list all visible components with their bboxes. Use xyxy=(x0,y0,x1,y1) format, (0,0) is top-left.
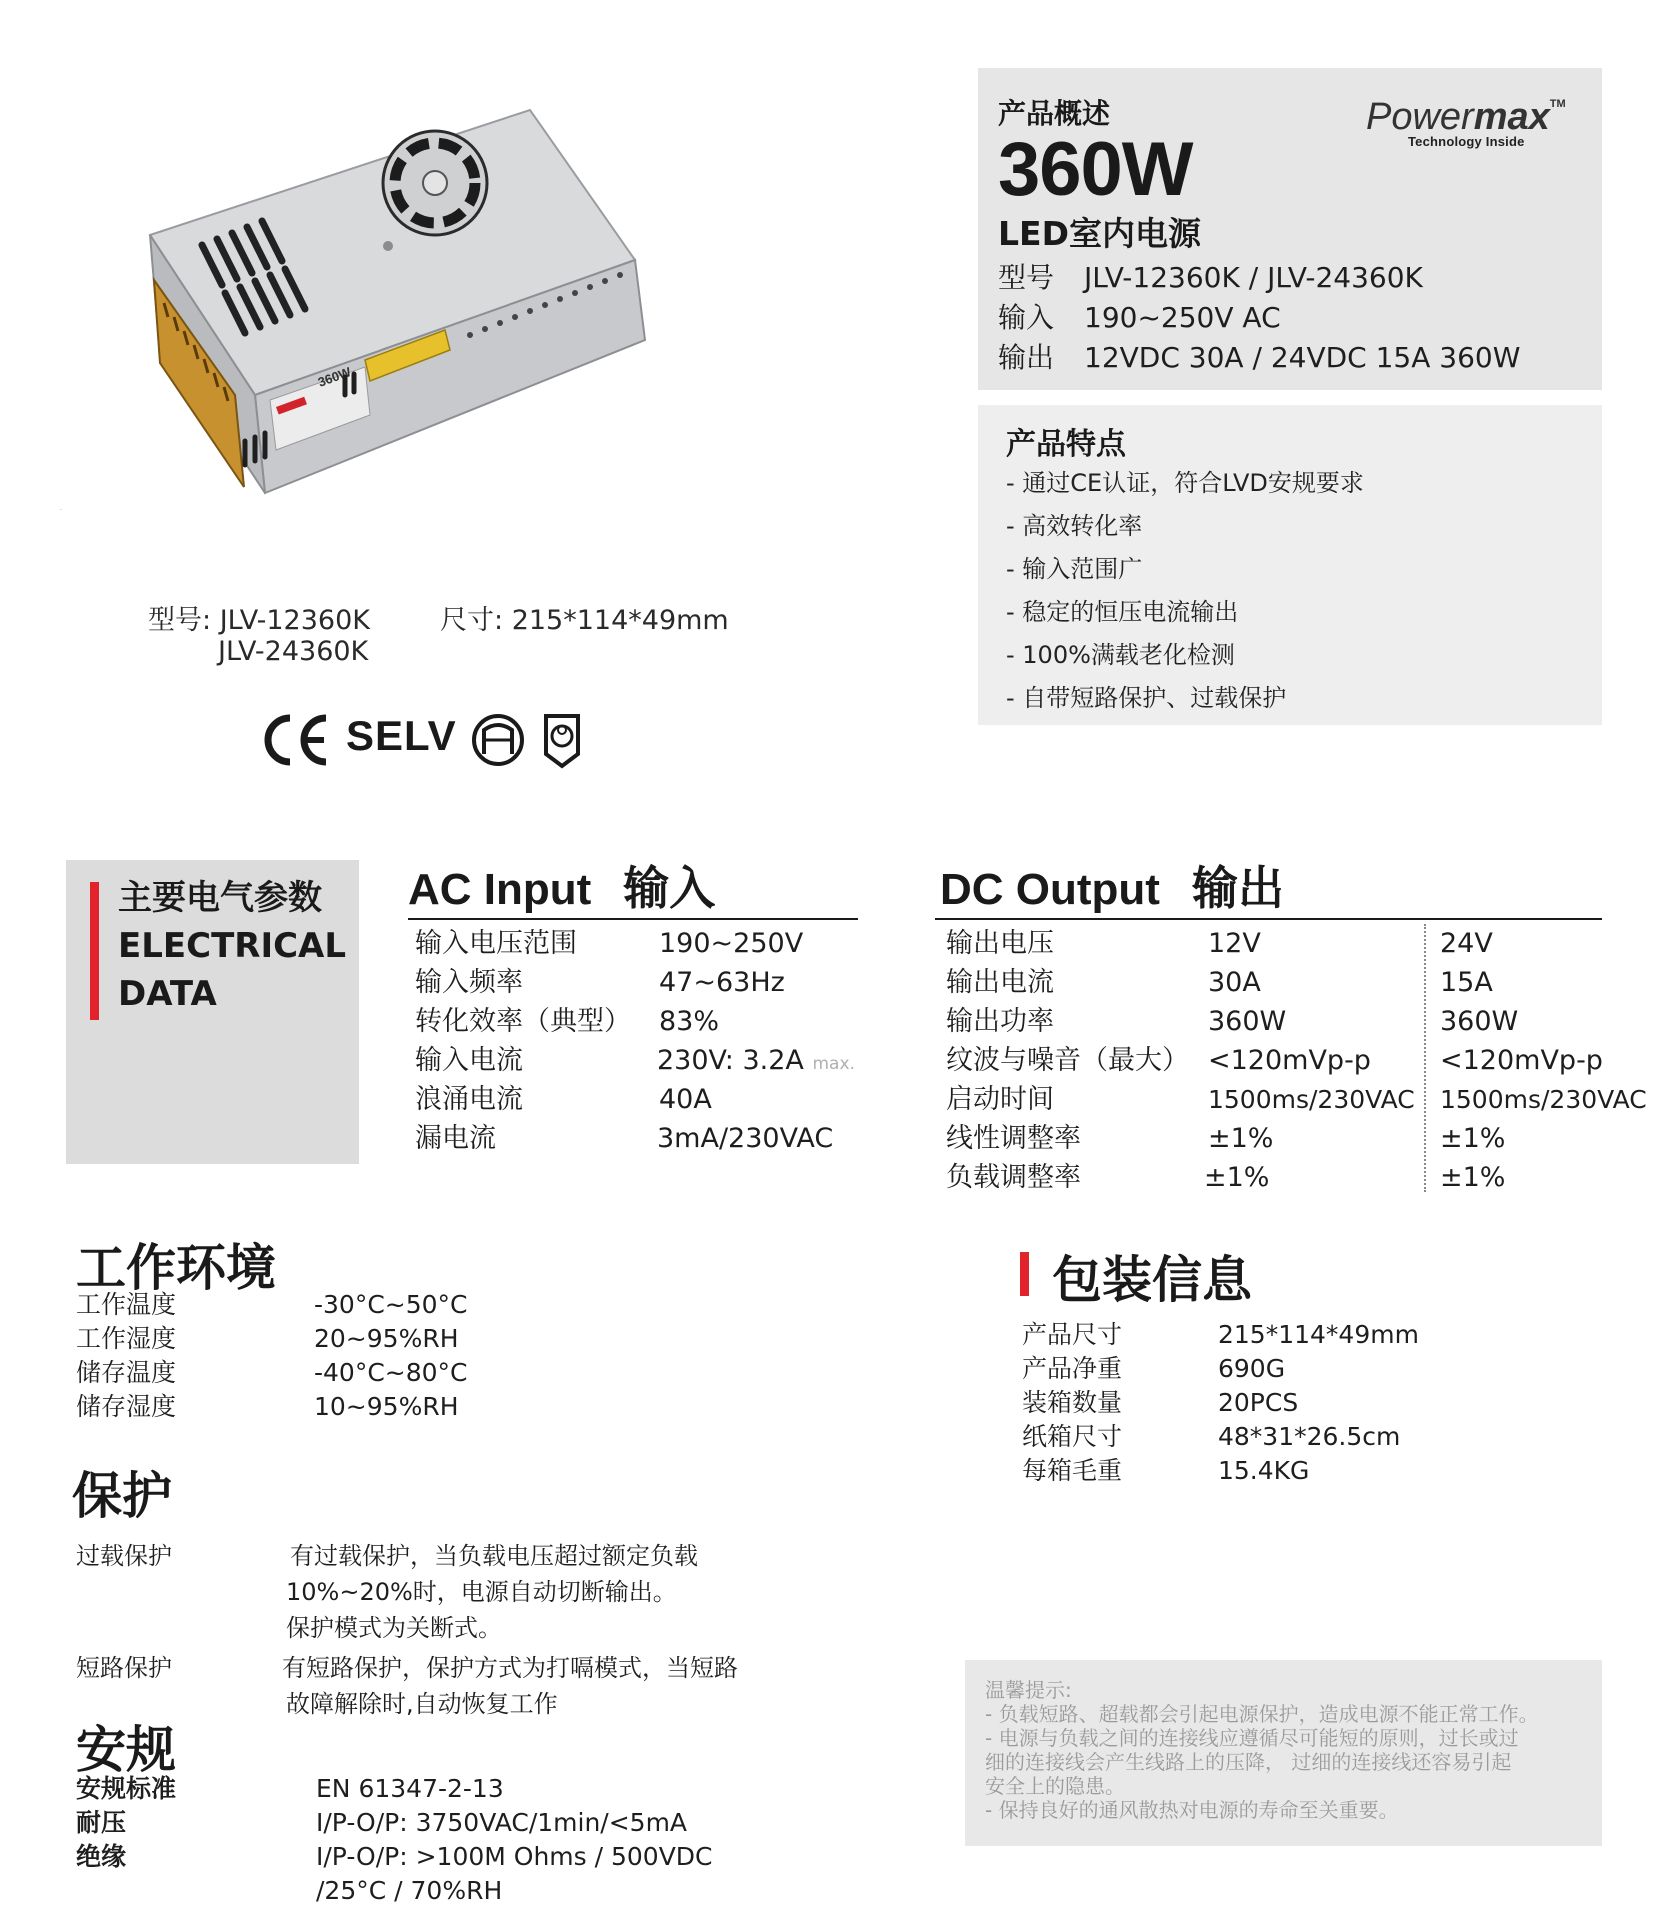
table-cell-label: 纹波与噪音（最大） xyxy=(946,1045,1189,1076)
selv-mark: SELV xyxy=(346,712,457,759)
table-row xyxy=(76,1806,716,1840)
table-cell-label: 输出功率 xyxy=(946,1006,1054,1037)
table-row xyxy=(946,1041,1646,1080)
table-cell-label: 负载调整率 xyxy=(946,1162,1081,1193)
table-cell-label: 工作温度 xyxy=(76,1290,177,1319)
table-row xyxy=(1022,1454,1542,1488)
brand-logo xyxy=(1366,96,1566,139)
table-cell-label: 输入频率 xyxy=(415,967,523,998)
table-row xyxy=(76,1772,716,1806)
dc-output-title-en: DC Output xyxy=(940,865,1160,914)
overview-wattage: 360W xyxy=(998,127,1193,212)
table-cell-24v: 1500ms/230VAC xyxy=(1440,1085,1647,1114)
overview-row-input xyxy=(998,296,1281,336)
overview-row-value: JLV-12360K / JLV-24360K xyxy=(1084,261,1423,294)
table-cell-value: 20~95%RH xyxy=(314,1324,459,1353)
table-cell-value: I/P-O/P: >100M Ohms / 500VDC xyxy=(316,1842,713,1871)
table-row xyxy=(415,1002,855,1041)
table-row xyxy=(415,924,855,963)
tips-line: - 负载短路、超载都会引起电源保护，造成电源不能正常工作。 xyxy=(985,1702,1539,1726)
table-row xyxy=(1022,1420,1542,1454)
model-spec xyxy=(148,598,370,637)
product-overview-panel xyxy=(978,68,1602,390)
ac-input-rule xyxy=(408,918,858,920)
electrical-heading-cn: 主要电气参数 xyxy=(118,878,322,918)
table-cell-value: 190~250V xyxy=(659,928,804,959)
table-row xyxy=(946,1002,1646,1041)
overview-row-model xyxy=(998,256,1423,296)
electrical-heading-en-2: DATA xyxy=(118,974,217,1014)
table-row xyxy=(415,1119,855,1158)
brand-logo-pre: Power xyxy=(1366,96,1474,138)
model-value-2: JLV-24360K xyxy=(218,636,369,667)
table-cell-label: 安规标准 xyxy=(76,1774,177,1803)
electrical-heading-en-1: ELECTRICAL xyxy=(118,926,347,966)
table-cell-label: 每箱毛重 xyxy=(1022,1456,1123,1485)
class-ii-mark-icon xyxy=(470,710,526,770)
table-cell-12v: 12V xyxy=(1208,928,1261,959)
ac-input-heading xyxy=(408,852,715,918)
table-cell-label: 启动时间 xyxy=(946,1084,1054,1115)
short-circuit-label: 短路保护 xyxy=(76,1654,172,1682)
table-cell-value: 690G xyxy=(1218,1354,1286,1383)
environment-title: 工作环境 xyxy=(76,1239,276,1297)
table-cell-value: -40°C~80°C xyxy=(314,1358,468,1387)
overview-row-value: 190~250V AC xyxy=(1084,301,1281,334)
table-cell-12v: 360W xyxy=(1208,1006,1287,1037)
table-row xyxy=(76,1288,536,1322)
table-cell-value: 15.4KG xyxy=(1218,1456,1310,1485)
table-row xyxy=(946,924,1646,963)
tips-line: 细的连接线会产生线路上的压降， 过细的连接线还容易引起 xyxy=(985,1750,1512,1774)
ce-mark-text: CE xyxy=(60,510,62,511)
feature-item: - 输入范围广 xyxy=(1006,555,1143,583)
table-cell-label: 耐压 xyxy=(76,1808,127,1837)
dc-output-title-cn: 输出 xyxy=(1191,861,1284,915)
table-cell-value: -30°C~50°C xyxy=(314,1290,468,1319)
safety-extra-value: /25°C / 70%RH xyxy=(316,1876,503,1905)
table-cell-label: 输入电流 xyxy=(415,1045,523,1076)
table-row xyxy=(946,1158,1646,1197)
packaging-title: 包装信息 xyxy=(1052,1251,1252,1309)
input-current-max: max. xyxy=(812,1054,855,1074)
table-cell-24v: <120mVp-p xyxy=(1440,1045,1603,1076)
table-cell-24v: 360W xyxy=(1440,1006,1519,1037)
overview-row-label: 输入 xyxy=(998,301,1055,334)
table-row xyxy=(1022,1352,1542,1386)
overload-label: 过载保护 xyxy=(76,1542,172,1570)
table-cell-value: 215*114*49mm xyxy=(1218,1320,1419,1349)
table-cell-value: 83% xyxy=(659,1006,720,1037)
overview-subtitle: LED室内电源 xyxy=(998,214,1201,253)
dc-output-heading xyxy=(940,852,1284,918)
table-cell-12v: ±1% xyxy=(1208,1123,1274,1154)
table-row xyxy=(946,1080,1646,1119)
overview-row-label: 输出 xyxy=(998,341,1055,374)
table-cell-12v: <120mVp-p xyxy=(1208,1045,1371,1076)
table-row xyxy=(1022,1386,1542,1420)
table-cell-label: 漏电流 xyxy=(415,1123,496,1154)
table-row xyxy=(76,1390,536,1424)
brand-tagline: Technology Inside xyxy=(1408,134,1525,149)
table-cell-value: 40A xyxy=(659,1084,712,1115)
table-cell-label: 装箱数量 xyxy=(1022,1388,1123,1417)
tips-line: 安全上的隐患。 xyxy=(985,1774,1125,1798)
overload-line: 有过载保护，当负载电压超过额定负载 xyxy=(290,1542,698,1570)
safety-title: 安规 xyxy=(76,1721,176,1779)
environment-table xyxy=(76,1288,536,1424)
table-cell-label: 绝缘 xyxy=(76,1842,127,1871)
table-row xyxy=(76,1840,716,1874)
overload-line: 10%~20%时，电源自动切断输出。 xyxy=(286,1578,677,1606)
table-cell-label: 输入电压范围 xyxy=(415,928,577,959)
table-cell-label: 储存温度 xyxy=(76,1358,177,1387)
dc-output-rule xyxy=(935,918,1602,920)
ac-input-title-cn: 输入 xyxy=(623,861,716,915)
overview-row-label: 型号 xyxy=(998,261,1055,294)
table-cell-label: 产品净重 xyxy=(1022,1354,1123,1383)
table-row xyxy=(946,1119,1646,1158)
ac-input-table xyxy=(415,924,855,1158)
electrical-heading xyxy=(118,874,346,1018)
overview-title: 产品概述 xyxy=(998,97,1111,130)
table-cell-value: 20PCS xyxy=(1218,1388,1299,1417)
table-cell-value: 48*31*26.5cm xyxy=(1218,1422,1401,1451)
brand-logo-tm: TM xyxy=(1549,98,1566,110)
safety-table xyxy=(76,1772,716,1908)
table-row xyxy=(76,1874,716,1908)
table-row xyxy=(415,963,855,1002)
table-cell-12v: 30A xyxy=(1208,967,1261,998)
brand-logo-bold: max xyxy=(1473,96,1550,138)
table-cell-value xyxy=(657,1041,855,1084)
overview-row-value: 12VDC 30A / 24VDC 15A 360W xyxy=(1084,341,1521,374)
product-photo-label: 360W xyxy=(315,364,353,390)
table-cell-value: 10~95%RH xyxy=(314,1392,459,1421)
model-label: 型号: xyxy=(148,605,212,636)
table-cell-value: EN 61347-2-13 xyxy=(316,1774,504,1803)
table-cell-label: 线性调整率 xyxy=(946,1123,1081,1154)
ac-input-title-en: AC Input xyxy=(408,865,592,914)
table-cell-label: 输出电压 xyxy=(946,928,1054,959)
protection-title: 保护 xyxy=(72,1467,172,1525)
table-cell-24v: ±1% xyxy=(1440,1162,1506,1193)
accent-bar xyxy=(90,882,99,1020)
table-cell-24v: ±1% xyxy=(1440,1123,1506,1154)
table-cell-value: 3mA/230VAC xyxy=(657,1123,834,1154)
tips-panel xyxy=(965,1660,1602,1846)
tips-heading: 温馨提示: xyxy=(985,1678,1072,1702)
feature-item: - 自带短路保护、过载保护 xyxy=(1006,684,1287,712)
size-value: 215*114*49mm xyxy=(511,605,729,636)
table-cell-label: 转化效率（典型） xyxy=(415,1006,631,1037)
table-row xyxy=(415,1041,855,1080)
features-title: 产品特点 xyxy=(1006,427,1126,462)
table-cell-24v: 24V xyxy=(1440,928,1493,959)
tips-line: - 保持良好的通风散热对电源的寿命至关重要。 xyxy=(985,1798,1399,1822)
table-row xyxy=(415,1080,855,1119)
tips-line: - 电源与负载之间的连接线应遵循尽可能短的原则，过长或过 xyxy=(985,1726,1519,1750)
feature-item: - 通过CE认证，符合LVD安规要求 xyxy=(1006,469,1364,497)
accent-bar xyxy=(1020,1252,1029,1296)
table-row xyxy=(1022,1318,1542,1352)
product-features-panel xyxy=(978,405,1602,725)
overload-line: 保护模式为关断式。 xyxy=(286,1614,502,1642)
size-label: 尺寸: xyxy=(440,605,504,636)
table-cell-label: 储存湿度 xyxy=(76,1392,177,1421)
table-cell-value: 47~63Hz xyxy=(659,967,785,998)
table-cell-label: 工作湿度 xyxy=(76,1324,177,1353)
electrical-data-panel xyxy=(66,860,359,1164)
table-cell-12v: ±1% xyxy=(1204,1162,1270,1193)
input-current-value: 230V: 3.2A xyxy=(657,1045,804,1076)
transformer-mark-icon xyxy=(540,710,584,770)
table-cell-label: 输出电流 xyxy=(946,967,1054,998)
overview-row-output xyxy=(998,336,1520,376)
feature-item: - 稳定的恒压电流输出 xyxy=(1006,598,1239,626)
packaging-table xyxy=(1022,1318,1542,1488)
dc-output-table xyxy=(946,924,1646,1197)
table-cell-24v: 15A xyxy=(1440,967,1493,998)
table-row xyxy=(76,1356,536,1390)
product-photo xyxy=(140,95,660,535)
table-cell-12v: 1500ms/230VAC xyxy=(1208,1085,1415,1114)
model-value-1: JLV-12360K xyxy=(219,605,370,636)
table-cell-label: 产品尺寸 xyxy=(1022,1320,1123,1349)
table-cell-label: 浪涌电流 xyxy=(415,1084,523,1115)
table-cell-label: 纸箱尺寸 xyxy=(1022,1422,1123,1451)
table-row xyxy=(76,1322,536,1356)
size-spec xyxy=(440,598,729,637)
table-row xyxy=(946,963,1646,1002)
table-cell-value: I/P-O/P: 3750VAC/1min/<5mA xyxy=(316,1808,688,1837)
feature-item: - 100%满载老化检测 xyxy=(1006,641,1235,669)
short-circuit-line: 故障解除时,自动恢复工作 xyxy=(286,1690,558,1718)
feature-item: - 高效转化率 xyxy=(1006,512,1143,540)
short-circuit-line: 有短路保护，保护方式为打嗝模式，当短路 xyxy=(282,1654,738,1682)
